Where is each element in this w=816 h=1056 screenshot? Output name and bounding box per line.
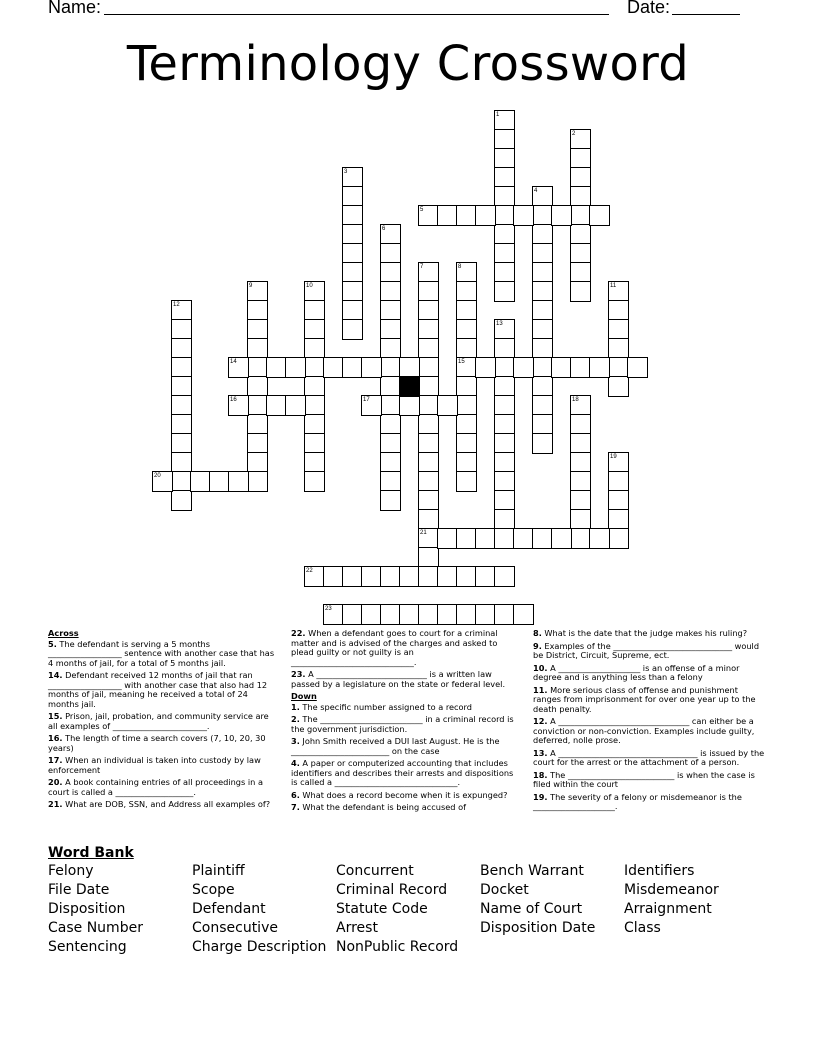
- clue-number: 4: [534, 188, 538, 194]
- grid-cell[interactable]: [361, 395, 382, 416]
- word-bank-item: Defendant: [192, 901, 266, 917]
- grid-cell[interactable]: [513, 357, 534, 378]
- grid-cell[interactable]: [456, 604, 477, 625]
- grid-cell[interactable]: [247, 357, 268, 378]
- word-bank-heading: Word Bank: [48, 845, 134, 861]
- word-bank-column-3: [336, 862, 458, 957]
- grid-cell[interactable]: [456, 338, 477, 359]
- grid-cell[interactable]: [304, 338, 325, 359]
- grid-cell[interactable]: [608, 376, 629, 397]
- grid-cell[interactable]: [570, 262, 591, 283]
- grid-cell[interactable]: [266, 357, 287, 378]
- grid-cell[interactable]: [532, 300, 553, 321]
- word-bank-item: Felony: [48, 863, 94, 879]
- grid-cell[interactable]: [608, 490, 629, 511]
- grid-cell[interactable]: [532, 281, 553, 302]
- grid-cell[interactable]: [475, 205, 496, 226]
- grid-cell[interactable]: [456, 300, 477, 321]
- grid-cell[interactable]: [608, 528, 629, 549]
- grid-cell[interactable]: [342, 167, 363, 188]
- grid-cell[interactable]: [456, 395, 477, 416]
- grid-cell[interactable]: [209, 471, 230, 492]
- word-bank-column-2: [192, 862, 326, 957]
- grid-cell[interactable]: [608, 338, 629, 359]
- grid-cell[interactable]: [570, 167, 591, 188]
- grid-cell[interactable]: [608, 281, 629, 302]
- grid-cell[interactable]: [456, 281, 477, 302]
- grid-cell[interactable]: [570, 414, 591, 435]
- grid-cell[interactable]: [570, 186, 591, 207]
- grid-cell[interactable]: [494, 110, 515, 131]
- grid-cell[interactable]: [456, 357, 477, 378]
- grid-cell[interactable]: [494, 490, 515, 511]
- word-bank-item: Misdemeanor: [624, 882, 719, 898]
- word-bank-item: Scope: [192, 882, 235, 898]
- grid-cell[interactable]: [494, 243, 515, 264]
- grid-cell[interactable]: [342, 243, 363, 264]
- grid-cell[interactable]: [171, 338, 192, 359]
- grid-cell[interactable]: [380, 490, 401, 511]
- clue-number: 12: [173, 302, 180, 308]
- clue-number: 7: [420, 264, 424, 270]
- grid-cell[interactable]: [418, 452, 439, 473]
- grid-cell[interactable]: [247, 281, 268, 302]
- clue-down-6: 6. What does a record become when it is expunged?: [291, 789, 508, 800]
- clues-column-1: [48, 629, 280, 813]
- grid-cell[interactable]: [380, 452, 401, 473]
- grid-cell[interactable]: [171, 319, 192, 340]
- clue-down-2: 2. The _________________________ in a criminal record is the government jurisdiction.: [291, 714, 514, 734]
- clue-number: 19: [610, 454, 617, 460]
- grid-cell[interactable]: [418, 414, 439, 435]
- grid-cell[interactable]: [361, 566, 382, 587]
- word-bank-item: Arraignment: [624, 901, 712, 917]
- grid-cell[interactable]: [418, 376, 439, 397]
- clue-number: 16: [230, 397, 237, 403]
- clue-down-3: 3. John Smith received a DUI last August. He is the ________________________ on the case: [291, 736, 500, 756]
- grid-cell[interactable]: [494, 129, 515, 150]
- word-bank-item: Disposition: [48, 901, 126, 917]
- grid-cell[interactable]: [513, 205, 534, 226]
- grid-cell[interactable]: [570, 281, 591, 302]
- grid-cell[interactable]: [494, 452, 515, 473]
- grid-cell[interactable]: [304, 319, 325, 340]
- grid-cell[interactable]: [380, 262, 401, 283]
- clue-number: 3: [344, 169, 348, 175]
- grid-cell[interactable]: [532, 224, 553, 245]
- grid-cell[interactable]: [418, 262, 439, 283]
- down-heading: Down: [291, 691, 317, 701]
- grid-cell[interactable]: [608, 357, 629, 378]
- grid-cell[interactable]: [285, 395, 306, 416]
- grid-cell[interactable]: [418, 338, 439, 359]
- clue-number: 9: [249, 283, 253, 289]
- word-bank-item: Class: [624, 920, 661, 936]
- grid-cell[interactable]: [532, 433, 553, 454]
- name-label: Name:: [48, 0, 102, 17]
- grid-cell[interactable]: [342, 281, 363, 302]
- grid-cell[interactable]: [247, 395, 268, 416]
- grid-cell[interactable]: [532, 338, 553, 359]
- grid-cell[interactable]: [570, 433, 591, 454]
- grid-cell[interactable]: [456, 319, 477, 340]
- grid-cell[interactable]: [494, 262, 515, 283]
- grid-cell[interactable]: [171, 471, 192, 492]
- grid-cell[interactable]: [608, 319, 629, 340]
- word-bank-item: Plaintiff: [192, 863, 245, 879]
- grid-cell[interactable]: [342, 262, 363, 283]
- clue-number: 11: [610, 283, 617, 289]
- grid-cell[interactable]: [418, 205, 439, 226]
- word-bank-item: Name of Court: [480, 901, 583, 917]
- grid-cell[interactable]: [494, 414, 515, 435]
- grid-cell[interactable]: [342, 224, 363, 245]
- grid-cell[interactable]: [380, 224, 401, 245]
- grid-cell[interactable]: [247, 319, 268, 340]
- grid-cell[interactable]: [494, 357, 515, 378]
- grid-cell[interactable]: [247, 300, 268, 321]
- grid-cell[interactable]: [380, 243, 401, 264]
- grid-cell[interactable]: [380, 471, 401, 492]
- grid-cell[interactable]: [456, 566, 477, 587]
- grid-cell[interactable]: [418, 604, 439, 625]
- grid-cell[interactable]: [608, 300, 629, 321]
- grid-cell[interactable]: [589, 357, 610, 378]
- clue-down-4: 4. A paper or computerized accounting that includes identifiers and describes their arrests and dispositions is called a ______________________________.: [291, 758, 514, 787]
- grid-cell[interactable]: [399, 604, 420, 625]
- clue-across-5: 5. The defendant is serving a 5 months __________________ sentence with another case that has 4 months of jail, for a total of 5 months jail.: [48, 638, 275, 668]
- word-bank-item: Sentencing: [48, 939, 127, 955]
- grid-cell[interactable]: [342, 319, 363, 340]
- grid-cell[interactable]: [304, 452, 325, 473]
- word-bank-item: Statute Code: [336, 901, 428, 917]
- clue-across-21: 21. What are DOB, SSN, and Address all examples of?: [48, 799, 271, 809]
- grid-cell[interactable]: [380, 376, 401, 397]
- grid-cell[interactable]: [570, 528, 591, 549]
- grid-cell[interactable]: [475, 604, 496, 625]
- grid-cell[interactable]: [551, 528, 572, 549]
- grid-cell[interactable]: [532, 395, 553, 416]
- grid-cell[interactable]: [494, 205, 515, 226]
- grid-cell[interactable]: [323, 357, 344, 378]
- word-bank-item: Consecutive: [192, 920, 278, 936]
- grid-cell[interactable]: [494, 509, 515, 530]
- grid-cell[interactable]: [570, 357, 591, 378]
- grid-cell[interactable]: [475, 528, 496, 549]
- clue-across-14: 14. Defendant received 12 months of jail that ran __________________ with another case that also had 12 months of jail, meaning he received a total of 24 months jail.: [48, 670, 268, 709]
- clue-down-8: 8. What is the date that the judge makes his ruling?: [533, 628, 748, 638]
- grid-cell[interactable]: [494, 224, 515, 245]
- grid-cell[interactable]: [456, 414, 477, 435]
- grid-cell[interactable]: [171, 433, 192, 454]
- grid-cell[interactable]: [342, 357, 363, 378]
- grid-cell[interactable]: [342, 604, 363, 625]
- grid-cell[interactable]: [304, 471, 325, 492]
- grid-cell[interactable]: [570, 395, 591, 416]
- grid-cell[interactable]: [532, 262, 553, 283]
- grid-cell[interactable]: [456, 452, 477, 473]
- grid-cell[interactable]: [247, 452, 268, 473]
- grid-cell[interactable]: [247, 414, 268, 435]
- clue-down-13: 13. A __________________________________ is issued by the court for the arrest or the attachment of a person.: [533, 747, 765, 767]
- black-square: [399, 376, 420, 397]
- clue-number: 5: [420, 207, 424, 213]
- grid-cell[interactable]: [532, 376, 553, 397]
- grid-cell[interactable]: [437, 566, 458, 587]
- grid-cell[interactable]: [399, 357, 420, 378]
- word-bank-item: Bench Warrant: [480, 863, 584, 879]
- clue-number: 15: [458, 359, 465, 365]
- clue-down-19: 19. The severity of a felony or misdemeanor is the ____________________.: [533, 791, 742, 811]
- grid-cell[interactable]: [494, 167, 515, 188]
- grid-cell[interactable]: [171, 395, 192, 416]
- clue-number: 20: [154, 473, 161, 479]
- grid-cell[interactable]: [532, 528, 553, 549]
- grid-cell[interactable]: [418, 509, 439, 530]
- grid-cell[interactable]: [570, 509, 591, 530]
- grid-cell[interactable]: [418, 490, 439, 511]
- grid-cell[interactable]: [532, 205, 553, 226]
- grid-cell[interactable]: [456, 262, 477, 283]
- grid-cell[interactable]: [361, 604, 382, 625]
- clue-number: 17: [363, 397, 370, 403]
- grid-cell[interactable]: [608, 452, 629, 473]
- clues-column-3: [533, 629, 767, 815]
- date-label: Date:: [627, 0, 671, 17]
- grid-cell[interactable]: [494, 471, 515, 492]
- grid-cell[interactable]: [399, 395, 420, 416]
- grid-cell[interactable]: [304, 357, 325, 378]
- clue-down-12: 12. A ________________________________ can either be a conviction or non-conviction. Examples include guilty, deferred, nolle prose.: [533, 716, 755, 745]
- grid-cell[interactable]: [247, 338, 268, 359]
- grid-cell[interactable]: [494, 338, 515, 359]
- grid-cell[interactable]: [570, 243, 591, 264]
- grid-cell[interactable]: [456, 433, 477, 454]
- grid-cell[interactable]: [513, 604, 534, 625]
- grid-cell[interactable]: [494, 395, 515, 416]
- grid-cell[interactable]: [171, 414, 192, 435]
- word-bank-item: Disposition Date: [480, 920, 596, 936]
- grid-cell[interactable]: [570, 205, 591, 226]
- grid-cell[interactable]: [494, 376, 515, 397]
- clue-number: 2: [572, 131, 576, 137]
- grid-cell[interactable]: [456, 205, 477, 226]
- word-bank-item: Identifiers: [624, 863, 695, 879]
- clue-across-23: 23. A ___________________________ is a written law passed by a legislature on the state or federal level.: [291, 669, 506, 689]
- clue-down-11: 11. More serious class of offense and punishment ranges from imprisonment for over one year up to the death penalty.: [533, 684, 756, 714]
- clue-number: 23: [325, 606, 332, 612]
- grid-cell[interactable]: [456, 376, 477, 397]
- grid-cell[interactable]: [247, 471, 268, 492]
- grid-cell[interactable]: [494, 319, 515, 340]
- word-bank-item: Charge Description: [192, 939, 327, 955]
- grid-cell[interactable]: [323, 566, 344, 587]
- clue-down-9: 9. Examples of the _____________________________ would be District, Circuit, Supreme, ect.: [533, 640, 760, 660]
- grid-cell[interactable]: [532, 243, 553, 264]
- grid-cell[interactable]: [342, 186, 363, 207]
- grid-cell[interactable]: [437, 205, 458, 226]
- grid-cell[interactable]: [380, 357, 401, 378]
- clue-across-20: 20. A book containing entries of all proceedings in a court is called a ___________________.: [48, 777, 263, 797]
- grid-cell[interactable]: [589, 205, 610, 226]
- word-bank-item: Concurrent: [336, 863, 414, 879]
- clue-number: 8: [458, 264, 462, 270]
- grid-cell[interactable]: [380, 433, 401, 454]
- grid-cell[interactable]: [475, 566, 496, 587]
- grid-cell[interactable]: [589, 528, 610, 549]
- grid-cell[interactable]: [380, 319, 401, 340]
- grid-cell[interactable]: [304, 395, 325, 416]
- grid-cell[interactable]: [285, 357, 306, 378]
- grid-cell[interactable]: [418, 319, 439, 340]
- across-heading: Across: [48, 628, 79, 638]
- grid-cell[interactable]: [475, 357, 496, 378]
- clue-number: 18: [572, 397, 579, 403]
- grid-cell[interactable]: [456, 471, 477, 492]
- clue-number: 13: [496, 321, 503, 327]
- grid-cell[interactable]: [171, 452, 192, 473]
- grid-cell[interactable]: [418, 281, 439, 302]
- grid-cell[interactable]: [494, 528, 515, 549]
- grid-cell[interactable]: [266, 395, 287, 416]
- clue-number: 10: [306, 283, 313, 289]
- clues-column-2: [291, 629, 519, 816]
- grid-cell[interactable]: [380, 414, 401, 435]
- page-title: Terminology Crossword: [126, 36, 690, 92]
- grid-cell[interactable]: [513, 528, 534, 549]
- clue-across-22: 22. When a defendant goes to court for a criminal matter and is advised of the charges and asked to plead guilty or not guilty is an ______________________________.: [291, 628, 498, 667]
- grid-cell[interactable]: [304, 281, 325, 302]
- grid-cell[interactable]: [323, 604, 344, 625]
- word-bank-item: File Date: [48, 882, 110, 898]
- word-bank-item: Criminal Record: [336, 882, 448, 898]
- grid-cell[interactable]: [171, 357, 192, 378]
- grid-cell[interactable]: [494, 186, 515, 207]
- grid-cell[interactable]: [361, 357, 382, 378]
- grid-cell[interactable]: [608, 471, 629, 492]
- word-bank-column-4: [480, 862, 595, 938]
- grid-cell[interactable]: [380, 281, 401, 302]
- grid-cell[interactable]: [437, 395, 458, 416]
- grid-cell[interactable]: [570, 490, 591, 511]
- grid-cell[interactable]: [551, 357, 572, 378]
- grid-cell[interactable]: [494, 604, 515, 625]
- grid-cell[interactable]: [532, 319, 553, 340]
- grid-cell[interactable]: [304, 566, 325, 587]
- grid-cell[interactable]: [190, 471, 211, 492]
- clue-number: 14: [230, 359, 237, 365]
- clue-across-17: 17. When an individual is taken into custody by law enforcement: [48, 755, 261, 775]
- grid-cell[interactable]: [304, 300, 325, 321]
- clue-down-10: 10. A ____________________ is an offense of a minor degree and is anything less than a felony: [533, 662, 740, 682]
- grid-cell[interactable]: [418, 547, 439, 568]
- grid-cell[interactable]: [228, 357, 249, 378]
- grid-cell[interactable]: [171, 490, 192, 511]
- grid-cell[interactable]: [570, 224, 591, 245]
- grid-cell[interactable]: [247, 433, 268, 454]
- grid-cell[interactable]: [532, 357, 553, 378]
- clue-number: 21: [420, 530, 427, 536]
- grid-cell[interactable]: [494, 281, 515, 302]
- grid-cell[interactable]: [627, 357, 648, 378]
- word-bank-item: Arrest: [336, 920, 378, 936]
- grid-cell[interactable]: [570, 471, 591, 492]
- grid-cell[interactable]: [456, 528, 477, 549]
- grid-cell[interactable]: [342, 205, 363, 226]
- grid-cell[interactable]: [494, 433, 515, 454]
- grid-cell[interactable]: [494, 566, 515, 587]
- word-bank-item: NonPublic Record: [336, 939, 459, 955]
- grid-cell[interactable]: [304, 376, 325, 397]
- clue-number: 1: [496, 112, 500, 118]
- grid-cell[interactable]: [418, 566, 439, 587]
- grid-cell[interactable]: [342, 566, 363, 587]
- grid-cell[interactable]: [304, 414, 325, 435]
- grid-cell[interactable]: [380, 566, 401, 587]
- grid-cell[interactable]: [418, 300, 439, 321]
- grid-cell[interactable]: [494, 148, 515, 169]
- grid-cell[interactable]: [171, 376, 192, 397]
- clue-down-7: 7. What the defendant is being accused of: [291, 802, 466, 812]
- clue-number: 22: [306, 568, 313, 574]
- grid-cell[interactable]: [399, 566, 420, 587]
- grid-cell[interactable]: [380, 300, 401, 321]
- grid-cell[interactable]: [342, 300, 363, 321]
- grid-cell[interactable]: [437, 528, 458, 549]
- clue-down-18: 18. The __________________________ is when the case is filed within the court: [533, 769, 755, 789]
- grid-cell[interactable]: [380, 395, 401, 416]
- grid-cell[interactable]: [418, 471, 439, 492]
- clue-down-1: 1. The specific number assigned to a record: [291, 701, 472, 712]
- clue-across-16: 16. The length of time a search covers (7, 10, 20, 30 years): [48, 733, 266, 753]
- word-bank-item: Docket: [480, 882, 529, 898]
- grid-cell[interactable]: [437, 604, 458, 625]
- grid-cell[interactable]: [152, 471, 173, 492]
- grid-cell[interactable]: [570, 452, 591, 473]
- grid-cell[interactable]: [570, 148, 591, 169]
- clue-across-15: 15. Prison, jail, probation, and community service are all examples of _______________________.: [48, 711, 269, 731]
- grid-cell[interactable]: [418, 395, 439, 416]
- grid-cell[interactable]: [247, 376, 268, 397]
- grid-cell[interactable]: [418, 433, 439, 454]
- grid-cell[interactable]: [532, 414, 553, 435]
- word-bank-item: Case Number: [48, 920, 143, 936]
- grid-cell[interactable]: [380, 604, 401, 625]
- grid-cell[interactable]: [228, 471, 249, 492]
- word-bank-column-1: [48, 862, 143, 957]
- grid-cell[interactable]: [570, 129, 591, 150]
- grid-cell[interactable]: [228, 395, 249, 416]
- grid-cell[interactable]: [171, 300, 192, 321]
- grid-cell[interactable]: [608, 509, 629, 530]
- grid-cell[interactable]: [304, 433, 325, 454]
- grid-cell[interactable]: [418, 528, 439, 549]
- grid-cell[interactable]: [551, 205, 572, 226]
- word-bank-column-5: [624, 862, 719, 938]
- grid-cell[interactable]: [532, 186, 553, 207]
- grid-cell[interactable]: [418, 357, 439, 378]
- clue-number: 6: [382, 226, 386, 232]
- grid-cell[interactable]: [380, 338, 401, 359]
